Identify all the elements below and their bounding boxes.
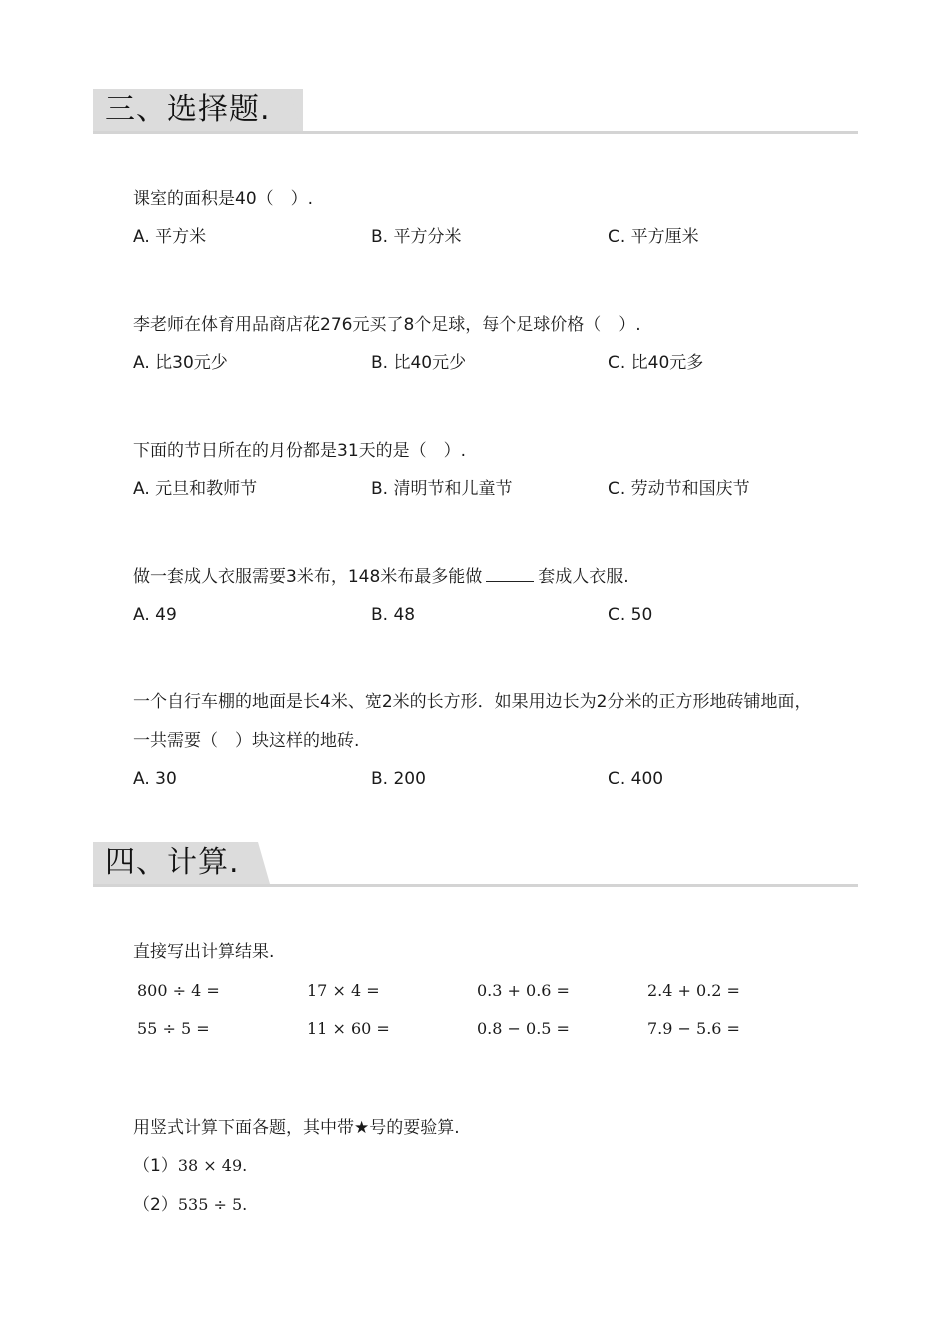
option-b[interactable]: B. 清明节和儿童节	[371, 479, 513, 499]
option-c[interactable]: C. 400	[608, 769, 664, 789]
calc-item: 800 ÷ 4 =	[137, 981, 220, 1000]
section-title: 四、计算.	[105, 845, 240, 880]
calc-item: 17 × 4 =	[307, 981, 380, 1000]
calc-item: 2.4 + 0.2 =	[647, 981, 740, 1000]
option-b[interactable]: B. 比40元少	[371, 353, 467, 373]
question-text: 李老师在体育用品商店花276元买了8个足球，每个足球价格（ ）.	[133, 315, 641, 335]
option-a[interactable]: A. 比30元少	[133, 353, 228, 373]
section-divider	[93, 131, 858, 134]
section-header-choice	[93, 89, 858, 135]
calc-item: 11 × 60 =	[307, 1019, 390, 1038]
answer-blank[interactable]	[486, 567, 534, 582]
option-b[interactable]: B. 48	[371, 605, 416, 625]
question-text-after: 套成人衣服.	[538, 567, 629, 587]
calc-prompt: 用竖式计算下面各题，其中带★号的要验算.	[133, 1118, 460, 1138]
calc-item: 7.9 − 5.6 =	[647, 1019, 740, 1038]
question-text: 课室的面积是40（ ）.	[133, 189, 314, 209]
option-a[interactable]: A. 49	[133, 605, 177, 625]
question-text-before: 做一套成人衣服需要3米布，148米布最多能做	[133, 567, 483, 587]
section-divider	[93, 884, 858, 887]
option-a[interactable]: A. 元旦和教师节	[133, 479, 258, 499]
calc-item: 0.3 + 0.6 =	[477, 981, 570, 1000]
item-expression: 38 × 49.	[177, 1156, 248, 1175]
option-c[interactable]: C. 平方厘米	[608, 227, 699, 247]
option-a[interactable]: A. 30	[133, 769, 177, 789]
question-text-line1: 一个自行车棚的地面是长4米、宽2米的长方形．如果用边长为2分米的正方形地砖铺地面，	[133, 692, 812, 712]
section-header-calc	[93, 842, 858, 888]
option-b[interactable]: B. 200	[371, 769, 426, 789]
option-c[interactable]: C. 50	[608, 605, 653, 625]
item-label: （1）	[133, 1156, 178, 1176]
item-expression: 535 ÷ 5.	[177, 1195, 248, 1214]
calc-vertical-item	[133, 1154, 247, 1178]
option-c[interactable]: C. 劳动节和国庆节	[608, 479, 750, 499]
question-text	[133, 565, 629, 589]
calc-vertical-item	[133, 1193, 247, 1217]
section-title: 三、选择题.	[105, 92, 271, 127]
question-text: 下面的节日所在的月份都是31天的是（ ）.	[133, 441, 467, 461]
item-label: （2）	[133, 1195, 178, 1215]
calc-prompt: 直接写出计算结果.	[133, 942, 275, 962]
calc-item: 0.8 − 0.5 =	[477, 1019, 570, 1038]
option-a[interactable]: A. 平方米	[133, 227, 207, 247]
option-b[interactable]: B. 平方分米	[371, 227, 462, 247]
question-text-line2: 一共需要（ ）块这样的地砖.	[133, 731, 360, 751]
calc-item: 55 ÷ 5 =	[137, 1019, 210, 1038]
option-c[interactable]: C. 比40元多	[608, 353, 704, 373]
